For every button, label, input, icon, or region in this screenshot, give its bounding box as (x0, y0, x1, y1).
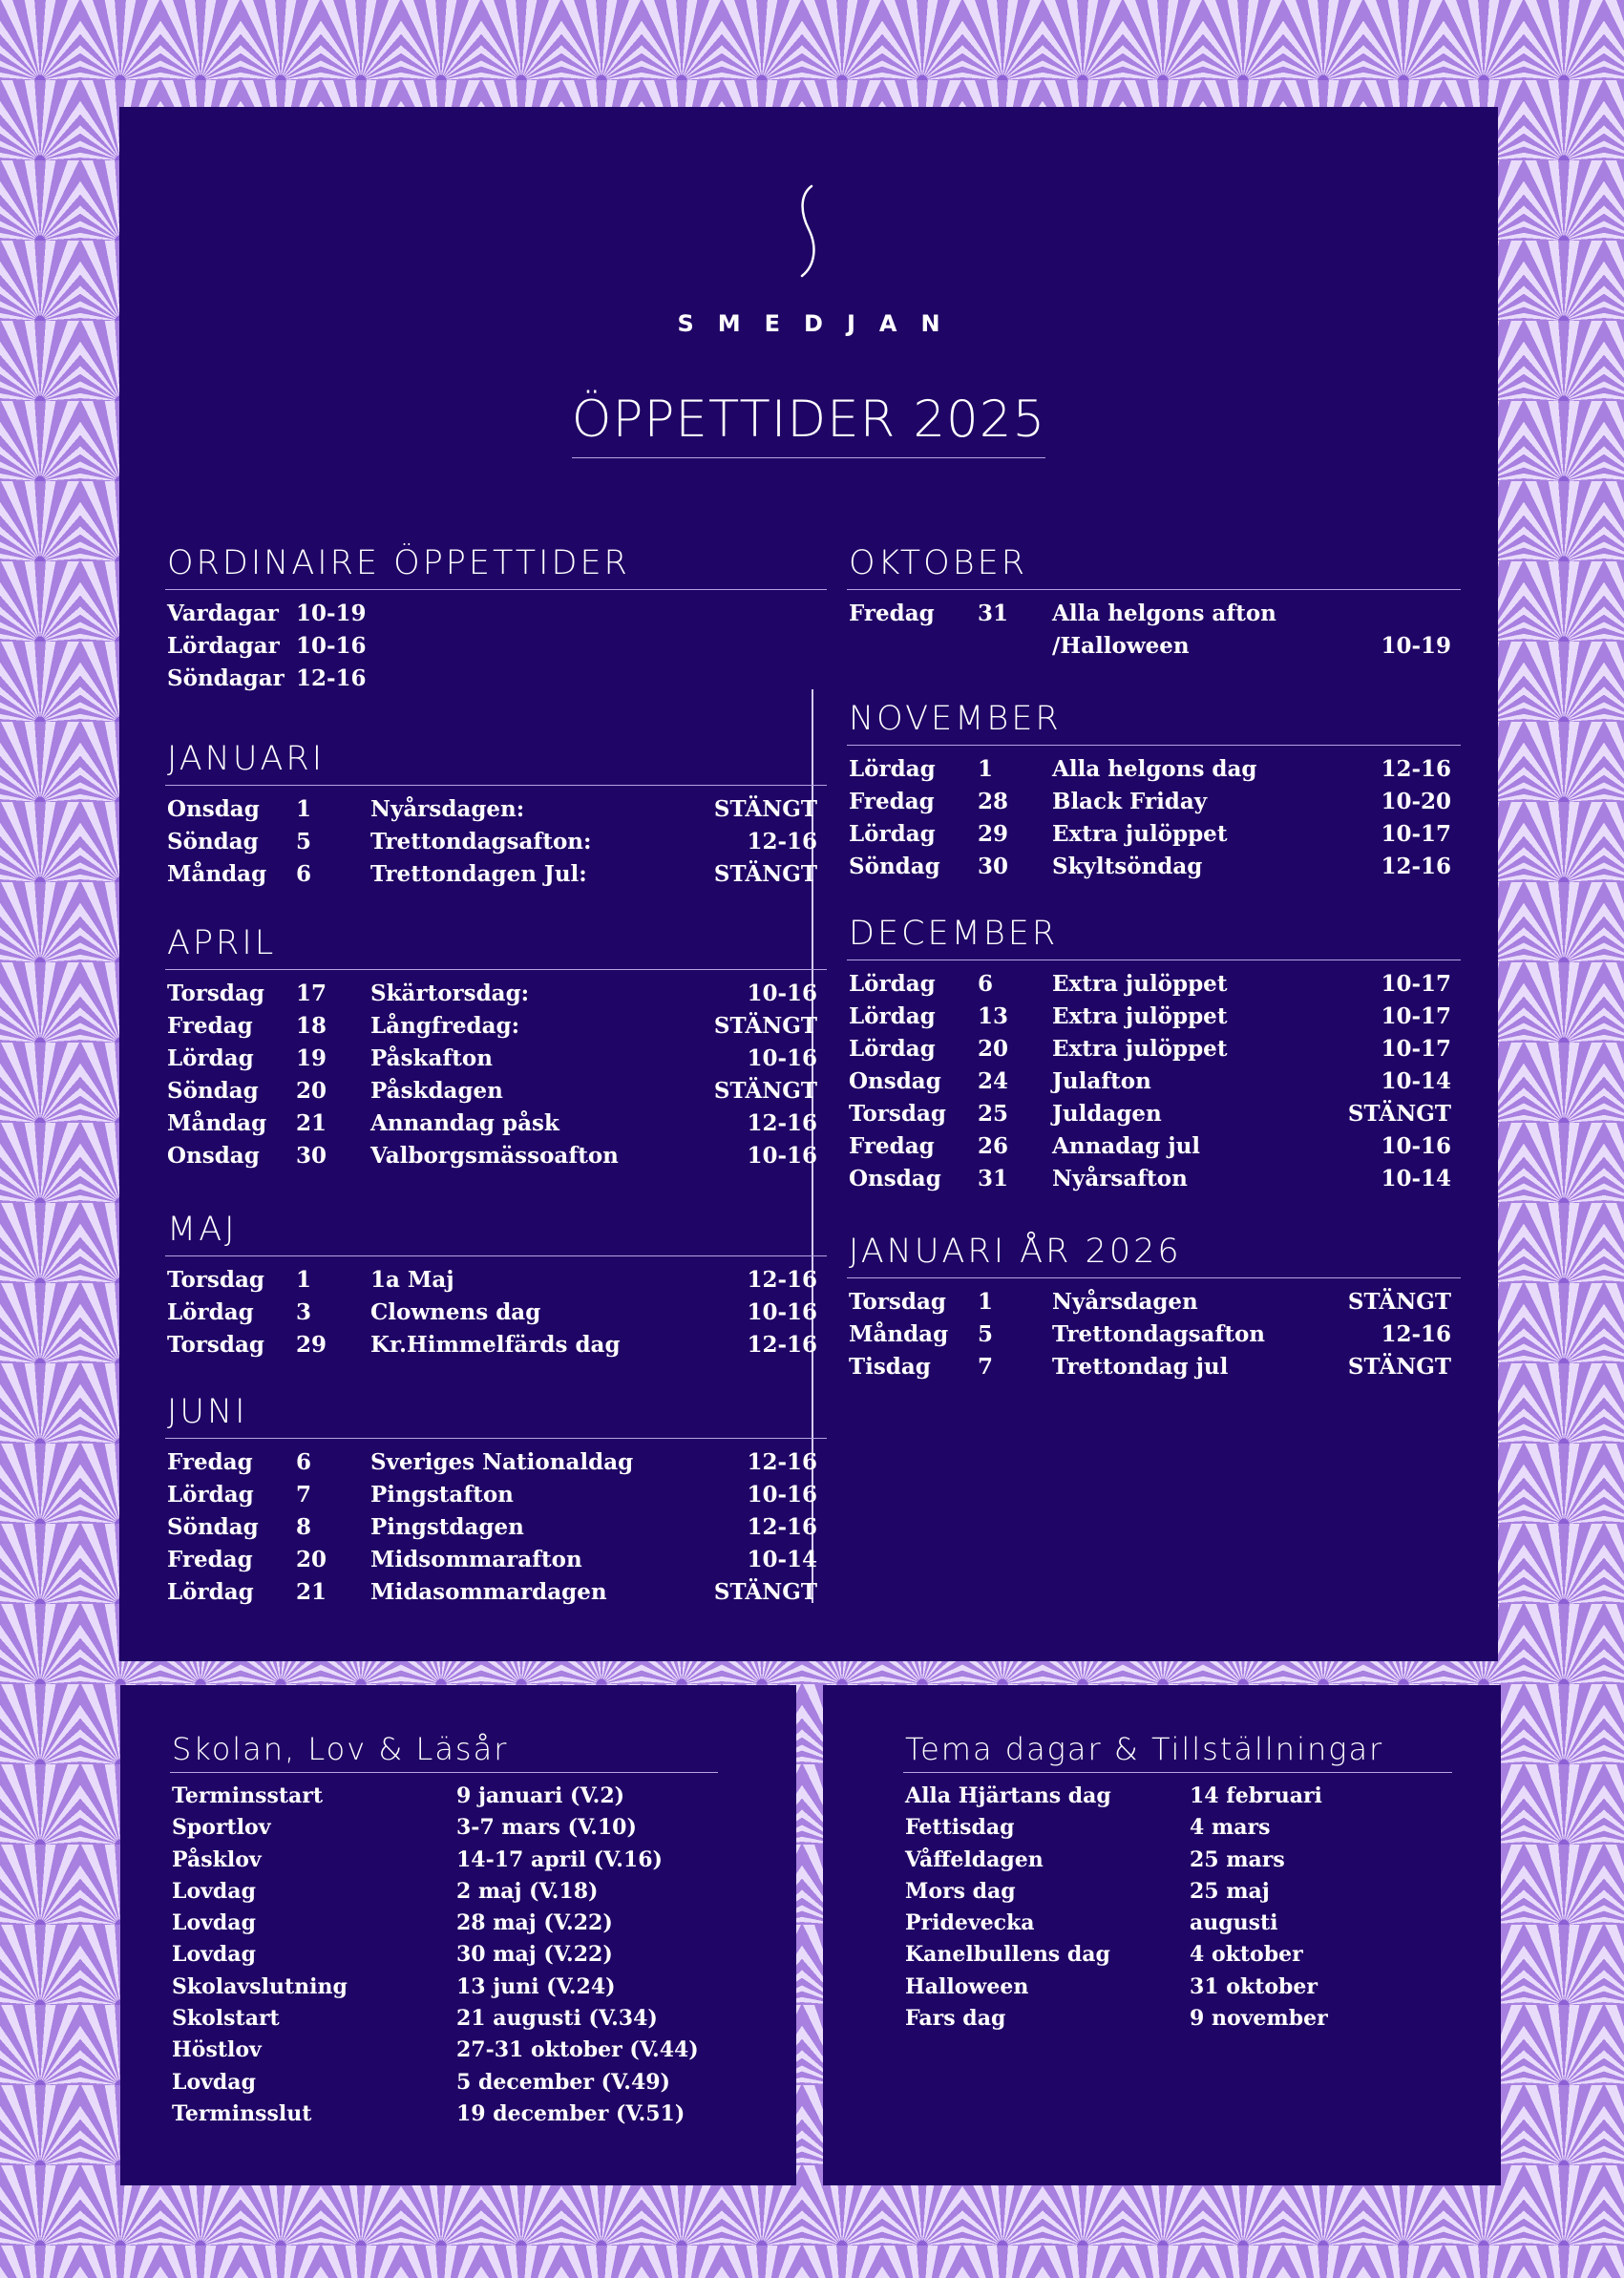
schedule-row (847, 851, 1461, 883)
schedule-row (165, 1544, 827, 1576)
list-item (170, 2099, 718, 2130)
opening-hours: STÄNGT (1347, 1101, 1451, 1127)
section-heading: DECEMBER (847, 912, 1461, 960)
weekday: Måndag (167, 1110, 267, 1136)
schedule-row (165, 1043, 827, 1075)
opening-hours: 10-14 (747, 1547, 817, 1572)
date-number: 6 (296, 1449, 312, 1475)
list-item (170, 1972, 718, 2003)
schedule-row (165, 826, 827, 858)
list-item (903, 1781, 1452, 1812)
occasion: Clownens dag (370, 1299, 541, 1325)
opening-hours: STÄNGT (713, 1013, 817, 1039)
opening-hours: 12-16 (1381, 854, 1451, 879)
schedule-row (165, 1446, 827, 1479)
date-number: 1 (296, 1267, 312, 1293)
schedule-row (847, 1351, 1461, 1383)
date-number: 21 (296, 1110, 327, 1136)
section-events (903, 1728, 1452, 2035)
item-value: 3-7 mars (V.10) (456, 1815, 637, 1841)
schedule-row (847, 630, 1461, 663)
schedule-row (165, 1264, 827, 1297)
date-number: 1 (296, 796, 312, 822)
item-value: 4 oktober (1190, 1942, 1303, 1968)
list-item (903, 1812, 1452, 1844)
item-label: Pridevecka (905, 1910, 1035, 1936)
weekday: Tisdag (849, 1354, 931, 1380)
date-number: 13 (978, 1003, 1009, 1029)
weekday: Lördag (167, 1579, 254, 1605)
weekday: Lördag (849, 1003, 936, 1029)
occasion: Annadag jul (1052, 1133, 1201, 1159)
schedule-row (165, 1075, 827, 1107)
item-label: Fars dag (905, 2006, 1006, 2032)
smedjan-logo-icon (794, 183, 823, 279)
theme-days-panel (823, 1685, 1501, 2185)
occasion: Långfredag: (370, 1013, 520, 1039)
weekday: Torsdag (167, 1332, 264, 1358)
item-value: 5 december (V.49) (456, 2069, 670, 2095)
list-item (170, 2003, 718, 2035)
occasion: Kr.Himmelfärds dag (370, 1332, 621, 1358)
weekday: Torsdag (167, 1267, 264, 1293)
rows (165, 793, 827, 891)
occasion: Skärtorsdag: (370, 981, 530, 1006)
date-number: 20 (296, 1078, 327, 1104)
occasion: Nyårsdagen: (370, 796, 525, 822)
item-label: Skolstart (172, 2006, 280, 2032)
date-number: 21 (296, 1579, 327, 1605)
occasion: Extra julöppet (1052, 1036, 1228, 1062)
rows (165, 598, 827, 695)
occasion: Pingstdagen (370, 1514, 524, 1540)
date-number: 26 (978, 1133, 1009, 1159)
weekday: Måndag (167, 861, 267, 887)
weekday: Lördag (849, 821, 936, 847)
occasion: Alla helgons afton (1052, 601, 1276, 626)
weekday: Fredag (167, 1013, 253, 1039)
schedule-row (165, 1479, 827, 1511)
section-april (165, 921, 827, 1172)
schedule-row (847, 753, 1461, 786)
opening-hours: 10-17 (1381, 971, 1451, 997)
weekday: Torsdag (849, 1101, 946, 1127)
date-number: 31 (978, 1166, 1009, 1192)
section-ordinary (165, 541, 827, 695)
schedule-row (165, 1297, 827, 1329)
occasion: Extra julöppet (1052, 821, 1228, 847)
opening-hours-panel (119, 107, 1498, 1661)
section-januari (165, 737, 827, 891)
list-item (903, 1876, 1452, 1908)
rows (165, 978, 827, 1172)
opening-hours: 10-16 (296, 633, 367, 659)
list-item (903, 1908, 1452, 1939)
rows (847, 598, 1461, 663)
item-label: Höstlov (172, 2037, 262, 2063)
item-value: 9 november (1190, 2006, 1328, 2032)
section-oktober (847, 541, 1461, 663)
weekday: Onsdag (167, 796, 260, 822)
section-heading: Skolan, Lov & Läsår (170, 1728, 718, 1773)
weekday: Vardagar (167, 601, 279, 626)
section-maj (165, 1208, 827, 1361)
item-value: augusti (1190, 1910, 1278, 1936)
schedule-row (847, 968, 1461, 1001)
opening-hours: 10-14 (1381, 1166, 1451, 1192)
date-number: 1 (978, 756, 994, 782)
list-item (170, 1908, 718, 1939)
schedule-row (165, 978, 827, 1010)
schedule-row (847, 1163, 1461, 1195)
opening-hours: STÄNGT (713, 861, 817, 887)
opening-hours: 12-16 (1381, 1321, 1451, 1347)
rows (170, 1781, 718, 2130)
item-label: Terminsslut (172, 2100, 312, 2126)
item-label: Lovdag (172, 1910, 256, 1936)
weekday: Söndag (849, 854, 940, 879)
schedule-row (165, 793, 827, 826)
opening-hours: 12-16 (747, 1267, 817, 1293)
item-value: 21 augusti (V.34) (456, 2006, 658, 2032)
item-label: Lovdag (172, 1878, 256, 1904)
schedule-row (847, 598, 1461, 630)
weekday: Onsdag (167, 1143, 260, 1169)
schedule-row (847, 1001, 1461, 1033)
item-label: Fettisdag (905, 1815, 1015, 1841)
schedule-row (165, 1329, 827, 1361)
opening-hours: 10-17 (1381, 1036, 1451, 1062)
date-number: 28 (978, 789, 1009, 814)
schedule-row (847, 1065, 1461, 1098)
list-item (903, 1939, 1452, 1971)
occasion: Påskafton (370, 1045, 493, 1071)
opening-hours: 10-17 (1381, 821, 1451, 847)
occasion: Extra julöppet (1052, 971, 1228, 997)
date-number: 6 (296, 861, 312, 887)
schedule-row (165, 663, 827, 695)
weekday: Lördag (849, 756, 936, 782)
weekday: Fredag (849, 1133, 935, 1159)
rows (847, 1286, 1461, 1383)
opening-hours: 12-16 (1381, 756, 1451, 782)
weekday: Torsdag (167, 981, 264, 1006)
date-number: 18 (296, 1013, 327, 1039)
date-number: 6 (978, 971, 994, 997)
occasion: Alla helgons dag (1052, 756, 1257, 782)
schedule-row (165, 598, 827, 630)
weekday: Torsdag (849, 1289, 946, 1315)
schedule-row (165, 1511, 827, 1544)
opening-hours: 10-20 (1381, 789, 1451, 814)
section-november (847, 697, 1461, 883)
date-number: 3 (296, 1299, 312, 1325)
opening-hours: 10-16 (747, 1143, 817, 1169)
list-item (170, 2035, 718, 2066)
opening-hours: STÄNGT (1347, 1354, 1451, 1380)
section-heading: JUNI (165, 1390, 827, 1439)
weekday: Lördag (849, 1036, 936, 1062)
weekday: Söndag (167, 829, 259, 854)
section-december (847, 912, 1461, 1195)
date-number: 20 (296, 1547, 327, 1572)
list-item (170, 1939, 718, 1971)
item-label: Skolavslutning (172, 1973, 348, 1999)
date-number: 1 (978, 1289, 994, 1315)
section-juni (165, 1390, 827, 1609)
opening-hours: 10-16 (747, 981, 817, 1006)
opening-hours: 12-16 (747, 1514, 817, 1540)
rows (165, 1264, 827, 1361)
schedule-row (165, 858, 827, 891)
list-item (170, 1876, 718, 1908)
opening-hours: 10-17 (1381, 1003, 1451, 1029)
opening-hours: 10-16 (747, 1045, 817, 1071)
school-holidays-panel (120, 1685, 796, 2185)
opening-hours: STÄNGT (1347, 1289, 1451, 1315)
weekday: Söndagar (167, 665, 285, 691)
occasion: Nyårsdagen (1052, 1289, 1198, 1315)
schedule-row (847, 1098, 1461, 1130)
section-heading: OKTOBER (847, 541, 1461, 590)
weekday: Lördag (167, 1299, 254, 1325)
schedule-row (165, 1140, 827, 1172)
opening-hours: 12-16 (747, 1110, 817, 1136)
rows (847, 753, 1461, 883)
schedule-row (847, 1130, 1461, 1163)
item-value: 19 december (V.51) (456, 2100, 685, 2126)
occasion: Valborgsmässoafton (370, 1143, 619, 1169)
item-value: 2 maj (V.18) (456, 1878, 599, 1904)
weekday: Måndag (849, 1321, 949, 1347)
item-value: 27-31 oktober (V.44) (456, 2037, 699, 2063)
date-number: 7 (296, 1482, 312, 1508)
opening-hours: 12-16 (747, 829, 817, 854)
item-value: 13 juni (V.24) (456, 1973, 616, 1999)
item-value: 9 januari (V.2) (456, 1783, 625, 1808)
occasion: Trettondagsafton (1052, 1321, 1266, 1347)
weekday: Fredag (167, 1547, 253, 1572)
section-heading: ORDINAIRE ÖPPETTIDER (165, 541, 827, 590)
item-value: 30 maj (V.22) (456, 1942, 613, 1968)
date-number: 20 (978, 1036, 1009, 1062)
item-label: Lovdag (172, 1942, 256, 1968)
occasion: Juldagen (1052, 1101, 1162, 1127)
occasion: /Halloween (1052, 633, 1190, 659)
weekday: Lördag (167, 1045, 254, 1071)
opening-hours: 10-14 (1381, 1068, 1451, 1094)
opening-hours: 12-16 (296, 665, 367, 691)
section-heading: JANUARI ÅR 2026 (847, 1230, 1461, 1278)
item-value: 14-17 april (V.16) (456, 1846, 663, 1872)
opening-hours: STÄNGT (713, 1579, 817, 1605)
weekday: Lördag (849, 971, 936, 997)
item-value: 4 mars (1190, 1815, 1271, 1841)
date-number: 29 (296, 1332, 327, 1358)
date-number: 7 (978, 1354, 994, 1380)
date-number: 24 (978, 1068, 1009, 1094)
weekday: Onsdag (849, 1166, 941, 1192)
schedule-row (847, 818, 1461, 851)
item-label: Lovdag (172, 2069, 256, 2095)
occasion: Sveriges Nationaldag (370, 1449, 634, 1475)
list-item (170, 1812, 718, 1844)
section-heading: NOVEMBER (847, 697, 1461, 746)
date-number: 29 (978, 821, 1009, 847)
section-heading: APRIL (165, 921, 827, 970)
occasion: Julafton (1052, 1068, 1151, 1094)
date-number: 17 (296, 981, 327, 1006)
occasion: Midsommarafton (370, 1547, 582, 1572)
occasion: Trettondagen Jul: (370, 861, 587, 887)
opening-hours: 10-16 (747, 1482, 817, 1508)
item-label: Terminsstart (172, 1783, 324, 1808)
weekday: Söndag (167, 1078, 259, 1104)
occasion: 1a Maj (370, 1267, 454, 1293)
item-value: 14 februari (1190, 1783, 1322, 1808)
schedule-row (847, 1033, 1461, 1065)
list-item (903, 1972, 1452, 2003)
opening-hours: 12-16 (747, 1332, 817, 1358)
schedule-row (847, 1286, 1461, 1318)
opening-hours: STÄNGT (713, 1078, 817, 1104)
opening-hours: 10-16 (1381, 1133, 1451, 1159)
item-label: Påsklov (172, 1846, 262, 1872)
schedule-row (165, 1576, 827, 1609)
item-value: 31 oktober (1190, 1973, 1318, 1999)
section-school (170, 1728, 718, 2130)
occasion: Påskdagen (370, 1078, 503, 1104)
page-title: ÖPPETTIDER 2025 (572, 391, 1045, 458)
opening-hours: 10-19 (1381, 633, 1451, 659)
brand-name: SMEDJAN (677, 310, 964, 337)
item-label: Halloween (905, 1973, 1029, 1999)
opening-hours: 12-16 (747, 1449, 817, 1475)
occasion: Black Friday (1052, 789, 1208, 814)
date-number: 5 (296, 829, 312, 854)
section-heading: JANUARI (165, 737, 827, 786)
date-number: 19 (296, 1045, 327, 1071)
list-item (903, 1845, 1452, 1876)
schedule-row (165, 1107, 827, 1140)
date-number: 31 (978, 601, 1009, 626)
opening-hours: STÄNGT (713, 796, 817, 822)
occasion: Midasommardagen (370, 1579, 607, 1605)
item-value: 25 mars (1190, 1846, 1285, 1872)
schedule-row (165, 630, 827, 663)
list-item (903, 2003, 1452, 2035)
schedule-row (165, 1010, 827, 1043)
list-item (170, 1845, 718, 1876)
date-number: 30 (296, 1143, 327, 1169)
section-heading: Tema dagar & Tillställningar (903, 1728, 1452, 1773)
rows (847, 968, 1461, 1195)
item-label: Sportlov (172, 1815, 271, 1841)
occasion: Trettondagsafton: (370, 829, 592, 854)
date-number: 30 (978, 854, 1009, 879)
item-value: 28 maj (V.22) (456, 1910, 613, 1936)
item-label: Mors dag (905, 1878, 1016, 1904)
item-label: Våffeldagen (905, 1846, 1044, 1872)
weekday: Lördagar (167, 633, 280, 659)
item-value: 25 maj (1190, 1878, 1270, 1904)
rows (903, 1781, 1452, 2035)
item-label: Alla Hjärtans dag (905, 1783, 1111, 1808)
schedule-row (847, 786, 1461, 818)
occasion: Skyltsöndag (1052, 854, 1203, 879)
date-number: 5 (978, 1321, 994, 1347)
item-label: Kanelbullens dag (905, 1942, 1110, 1968)
date-number: 8 (296, 1514, 312, 1540)
page-title-wrap (119, 391, 1498, 458)
rows (165, 1446, 827, 1609)
occasion: Trettondag jul (1052, 1354, 1229, 1380)
opening-hours: 10-19 (296, 601, 367, 626)
opening-hours: 10-16 (747, 1299, 817, 1325)
occasion: Nyårsafton (1052, 1166, 1188, 1192)
list-item (170, 1781, 718, 1812)
section-januari-2026 (847, 1230, 1461, 1383)
weekday: Onsdag (849, 1068, 941, 1094)
list-item (170, 2067, 718, 2099)
section-heading: MAJ (165, 1208, 827, 1256)
weekday: Fredag (167, 1449, 253, 1475)
weekday: Fredag (849, 601, 935, 626)
weekday: Fredag (849, 789, 935, 814)
occasion: Pingstafton (370, 1482, 514, 1508)
occasion: Annandag påsk (370, 1110, 559, 1136)
occasion: Extra julöppet (1052, 1003, 1228, 1029)
date-number: 25 (978, 1101, 1009, 1127)
weekday: Lördag (167, 1482, 254, 1508)
schedule-row (847, 1318, 1461, 1351)
weekday: Söndag (167, 1514, 259, 1540)
